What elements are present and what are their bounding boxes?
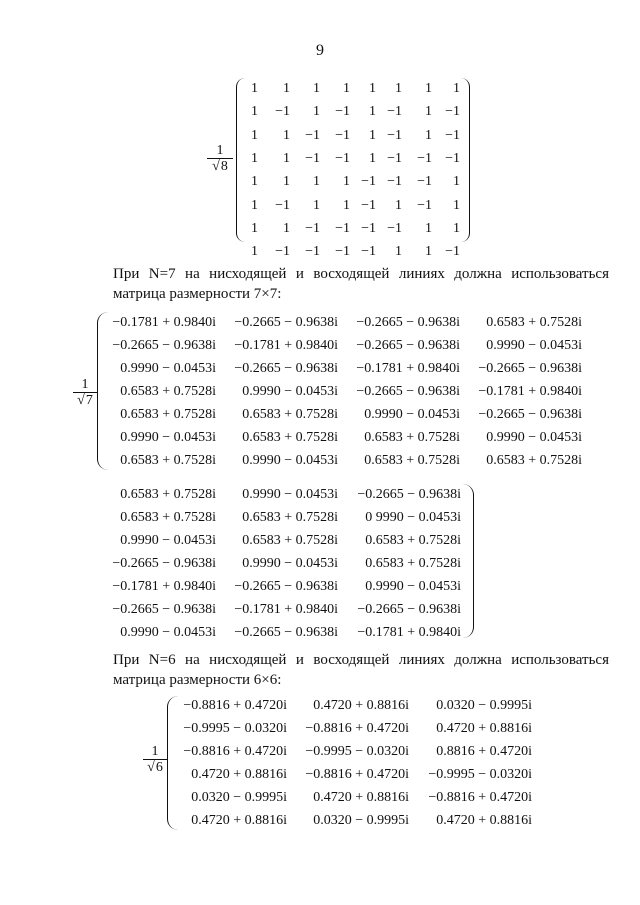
matrix7-part2-cell-r6-c1: −0.2665 − 0.9638i <box>112 602 216 617</box>
matrix7-part2-cell-r4-c2: 0.9990 − 0.0453i <box>242 556 338 571</box>
matrix6-cell-r6-c1: 0.4720 + 0.8816i <box>191 813 287 828</box>
matrix7-part1-cell-r5-c4: −0.2665 − 0.9638i <box>478 407 582 422</box>
matrix6-scale <box>143 744 167 776</box>
matrix8-cell-r3-c8: −1 <box>445 127 460 143</box>
matrix7-part1-cell-r4-c4: −0.1781 + 0.9840i <box>478 384 582 399</box>
matrix7-part2-cell-r1-c3: −0.2665 − 0.9638i <box>357 487 461 502</box>
matrix8-cell-r3-c5: 1 <box>369 127 376 143</box>
matrix7-part1-cell-r7-c3: 0.6583 + 0.7528i <box>364 453 460 468</box>
matrix7-scale-numerator: 1 <box>81 377 89 392</box>
matrix8-cell-r4-c4: −1 <box>335 150 350 166</box>
matrix8-cell-r5-c3: 1 <box>313 174 320 190</box>
paragraph-n7 <box>113 264 609 284</box>
matrix7-part2-cell-r4-c3: 0.6583 + 0.7528i <box>365 556 461 571</box>
matrix7-part1-cell-r3-c3: −0.1781 + 0.9840i <box>356 361 460 376</box>
matrix7-part2-cell-r1-c1: 0.6583 + 0.7528i <box>120 487 216 502</box>
matrix8-cell-r7-c8: 1 <box>453 220 460 236</box>
matrix7-part2-cell-r7-c3: −0.1781 + 0.9840i <box>357 625 461 640</box>
matrix8-cell-r3-c1: 1 <box>251 127 258 143</box>
matrix8-cell-r3-c4: −1 <box>335 127 350 143</box>
matrix6-scale-radicand: 6 <box>155 760 163 775</box>
paragraph-n7-continued <box>113 284 609 304</box>
matrix6-scale-denominator: √6 <box>143 759 167 776</box>
matrix7-part2-cell-r2-c2: 0.6583 + 0.7528i <box>242 510 338 525</box>
matrix7-part2-cell-r1-c2: 0.9990 − 0.0453i <box>242 487 338 502</box>
matrix7-part2-cell-r2-c3: 0 9990 − 0.0453i <box>365 510 461 525</box>
matrix8-cell-r4-c3: −1 <box>305 150 320 166</box>
matrix6-cell-r5-c2: 0.4720 + 0.8816i <box>313 790 409 805</box>
matrix6-cell-r4-c2: −0.8816 + 0.4720i <box>305 767 409 782</box>
matrix8-cell-r2-c7: 1 <box>425 104 432 120</box>
matrix7-part1-cell-r2-c1: −0.2665 − 0.9638i <box>112 338 216 353</box>
matrix7-part1-cell-r4-c2: 0.9990 − 0.0453i <box>242 384 338 399</box>
matrix7-part2-cell-r7-c1: 0.9990 − 0.0453i <box>120 625 216 640</box>
matrix8-cell-r7-c5: −1 <box>361 220 376 236</box>
matrix7-part1-cell-r2-c3: −0.2665 − 0.9638i <box>356 338 460 353</box>
matrix8-cell-r3-c2: 1 <box>283 127 290 143</box>
matrix6-cell-r5-c3: −0.8816 + 0.4720i <box>428 790 532 805</box>
matrix7-part2-cell-r5-c3: 0.9990 − 0.0453i <box>365 579 461 594</box>
matrix7-part1-cell-r3-c4: −0.2665 − 0.9638i <box>478 361 582 376</box>
matrix8-cell-r7-c2: 1 <box>283 220 290 236</box>
matrix8-cell-r8-c1: 1 <box>251 244 258 260</box>
matrix7-part1-cell-r1-c1: −0.1781 + 0.9840i <box>112 315 216 330</box>
matrix8-cell-r6-c8: 1 <box>453 197 460 213</box>
matrix7-right-bracket <box>463 484 474 638</box>
matrix6-cell-r6-c3: 0.4720 + 0.8816i <box>436 813 532 828</box>
matrix7-part1-cell-r6-c1: 0.9990 − 0.0453i <box>120 430 216 445</box>
matrix7-part2-cell-r7-c2: −0.2665 − 0.9638i <box>234 625 338 640</box>
matrix8-cell-r5-c2: 1 <box>283 174 290 190</box>
matrix8-cell-r8-c5: −1 <box>361 244 376 260</box>
matrix7-part2-cell-r4-c1: −0.2665 − 0.9638i <box>112 556 216 571</box>
matrix8-cell-r8-c8: −1 <box>445 244 460 260</box>
matrix8-cell-r8-c2: −1 <box>275 244 290 260</box>
matrix6-cell-r1-c3: 0.0320 − 0.9995i <box>436 698 532 713</box>
matrix6-cell-r4-c1: 0.4720 + 0.8816i <box>191 767 287 782</box>
matrix8-cell-r2-c8: −1 <box>445 104 460 120</box>
matrix8-cell-r4-c2: 1 <box>283 150 290 166</box>
matrix7-part2-cell-r3-c3: 0.6583 + 0.7528i <box>365 533 461 548</box>
matrix8-cell-r7-c4: −1 <box>335 220 350 236</box>
matrix7-part2-cell-r6-c3: −0.2665 − 0.9638i <box>357 602 461 617</box>
matrix7-part1-cell-r2-c4: 0.9990 − 0.0453i <box>486 338 582 353</box>
matrix7-part1-cell-r6-c4: 0.9990 − 0.0453i <box>486 430 582 445</box>
matrix8-scale-numerator: 1 <box>216 143 224 158</box>
matrix8-cell-r3-c3: −1 <box>305 127 320 143</box>
matrix6-cell-r3-c2: −0.9995 − 0.0320i <box>305 744 409 759</box>
matrix8-cell-r2-c5: 1 <box>369 104 376 120</box>
matrix8-cell-r4-c6: −1 <box>387 150 402 166</box>
matrix8-cell-r1-c7: 1 <box>425 81 432 96</box>
matrix8-cell-r6-c6: 1 <box>395 197 402 213</box>
matrix8-cell-r1-c6: 1 <box>395 81 402 96</box>
matrix7-part2-cell-r5-c1: −0.1781 + 0.9840i <box>112 579 216 594</box>
matrix6-cell-r1-c2: 0.4720 + 0.8816i <box>313 698 409 713</box>
matrix8-cell-r3-c6: −1 <box>387 127 402 143</box>
matrix8-cell-r5-c4: 1 <box>343 174 350 190</box>
matrix7-part1-cell-r5-c1: 0.6583 + 0.7528i <box>120 407 216 422</box>
paragraph-n7-line1: При N=7 на нисходящей и восходящей линиях должна использоваться <box>113 266 609 282</box>
paragraph-n6-continued <box>113 670 609 690</box>
matrix7-left-bracket <box>97 312 108 470</box>
matrix6-cell-r4-c3: −0.9995 − 0.0320i <box>428 767 532 782</box>
paragraph-n6-line1: При N=6 на нисходящей и восходящей линиях должна использоваться <box>113 652 609 668</box>
matrix8-cell-r1-c2: 1 <box>283 81 290 96</box>
matrix7-part2-cell-r6-c2: −0.1781 + 0.9840i <box>234 602 338 617</box>
matrix8-cell-r7-c1: 1 <box>251 220 258 236</box>
matrix7-part2-cell-r3-c1: 0.9990 − 0.0453i <box>120 533 216 548</box>
matrix8-cell-r8-c7: 1 <box>425 244 432 260</box>
matrix8-cell-r4-c1: 1 <box>251 150 258 166</box>
matrix8-cell-r6-c1: 1 <box>251 197 258 213</box>
paragraph-n6 <box>113 650 609 670</box>
matrix7-part1-cell-r7-c2: 0.9990 − 0.0453i <box>242 453 338 468</box>
matrix8-cell-r6-c4: 1 <box>343 197 350 213</box>
matrix6-scale-numerator: 1 <box>151 744 159 759</box>
matrix8-cell-r5-c1: 1 <box>251 174 258 190</box>
matrix6-cell-r1-c1: −0.8816 + 0.4720i <box>183 698 287 713</box>
matrix6-cell-r5-c1: 0.0320 − 0.9995i <box>191 790 287 805</box>
matrix7-part1-cell-r3-c1: 0.9990 − 0.0453i <box>120 361 216 376</box>
matrix8-cell-r6-c3: 1 <box>313 197 320 213</box>
matrix8-cell-r4-c7: −1 <box>417 150 432 166</box>
matrix6-cell-r2-c1: −0.9995 − 0.0320i <box>183 721 287 736</box>
matrix6-cell-r2-c2: −0.8816 + 0.4720i <box>305 721 409 736</box>
matrix6-cell-r3-c3: 0.8816 + 0.4720i <box>436 744 532 759</box>
matrix8-cell-r6-c2: −1 <box>275 197 290 213</box>
matrix7-part1-cell-r4-c1: 0.6583 + 0.7528i <box>120 384 216 399</box>
matrix8-cell-r2-c6: −1 <box>387 104 402 120</box>
matrix8-cell-r2-c2: −1 <box>275 104 290 120</box>
paragraph-n6-line2: матрица размерности 6×6: <box>113 672 282 688</box>
matrix7-part1-cell-r2-c2: −0.1781 + 0.9840i <box>234 338 338 353</box>
matrix6-cell-r6-c2: 0.0320 − 0.9995i <box>313 813 409 828</box>
matrix8-cell-r8-c4: −1 <box>335 244 350 260</box>
matrix6-cell-r3-c1: −0.8816 + 0.4720i <box>183 744 287 759</box>
matrix8-cell-r2-c4: −1 <box>335 104 350 120</box>
matrix7-scale-denominator: √7 <box>73 392 97 409</box>
matrix8-scale <box>207 143 233 175</box>
matrix8-cell-r8-c6: 1 <box>395 244 402 260</box>
matrix8-cell-r6-c5: −1 <box>361 197 376 213</box>
matrix8-cell-r5-c7: −1 <box>417 174 432 190</box>
matrix8-right-bracket <box>461 78 470 242</box>
matrix8-cell-r7-c3: −1 <box>305 220 320 236</box>
matrix8-cell-r1-c3: 1 <box>313 81 320 96</box>
matrix7-part1-cell-r1-c4: 0.6583 + 0.7528i <box>486 315 582 330</box>
matrix7-part1-cell-r6-c2: 0.6583 + 0.7528i <box>242 430 338 445</box>
matrix7-part1-cell-r7-c1: 0.6583 + 0.7528i <box>120 453 216 468</box>
matrix8-left-bracket <box>236 78 245 242</box>
matrix8-cell-r5-c6: −1 <box>387 174 402 190</box>
matrix8-cell-r3-c7: 1 <box>425 127 432 143</box>
matrix8-cell-r5-c5: −1 <box>361 174 376 190</box>
paragraph-n7-line2: матрица размерности 7×7: <box>113 286 282 302</box>
matrix8-cell-r4-c5: 1 <box>369 150 376 166</box>
matrix7-part1-cell-r3-c2: −0.2665 − 0.9638i <box>234 361 338 376</box>
matrix8-cell-r7-c6: −1 <box>387 220 402 236</box>
matrix7-part1-cell-r1-c3: −0.2665 − 0.9638i <box>356 315 460 330</box>
matrix8-cell-r2-c1: 1 <box>251 104 258 120</box>
matrix7-part1-cell-r5-c3: 0.9990 − 0.0453i <box>364 407 460 422</box>
matrix7-part1-cell-r7-c4: 0.6583 + 0.7528i <box>486 453 582 468</box>
matrix8-cell-r5-c8: 1 <box>453 174 460 190</box>
matrix8-cell-r1-c4: 1 <box>343 81 350 96</box>
matrix7-part1-cell-r5-c2: 0.6583 + 0.7528i <box>242 407 338 422</box>
matrix8-cell-r4-c8: −1 <box>445 150 460 166</box>
matrix6-left-bracket <box>167 696 178 830</box>
matrix8-cell-r2-c3: 1 <box>313 104 320 120</box>
matrix8-cell-r6-c7: −1 <box>417 197 432 213</box>
matrix8-scale-denominator: √8 <box>207 158 233 175</box>
matrix6-cell-r2-c3: 0.4720 + 0.8816i <box>436 721 532 736</box>
matrix7-part2-cell-r5-c2: −0.2665 − 0.9638i <box>234 579 338 594</box>
matrix7-scale-radicand: 7 <box>85 393 93 408</box>
matrix8-cell-r1-c8: 1 <box>453 81 460 96</box>
matrix7-part1-cell-r6-c3: 0.6583 + 0.7528i <box>364 430 460 445</box>
matrix8-cell-r7-c7: 1 <box>425 220 432 236</box>
page-number: 9 <box>316 42 324 59</box>
matrix8-scale-radicand: 8 <box>220 159 228 174</box>
matrix8-cell-r1-c1: 1 <box>251 81 258 96</box>
matrix7-part2-cell-r3-c2: 0.6583 + 0.7528i <box>242 533 338 548</box>
matrix8-cell-r1-c5: 1 <box>369 81 376 96</box>
matrix7-part2-cell-r2-c1: 0.6583 + 0.7528i <box>120 510 216 525</box>
matrix8-cell-r8-c3: −1 <box>305 244 320 260</box>
matrix7-scale <box>73 377 97 409</box>
matrix7-part1-cell-r4-c3: −0.2665 − 0.9638i <box>356 384 460 399</box>
matrix7-part1-cell-r1-c2: −0.2665 − 0.9638i <box>234 315 338 330</box>
